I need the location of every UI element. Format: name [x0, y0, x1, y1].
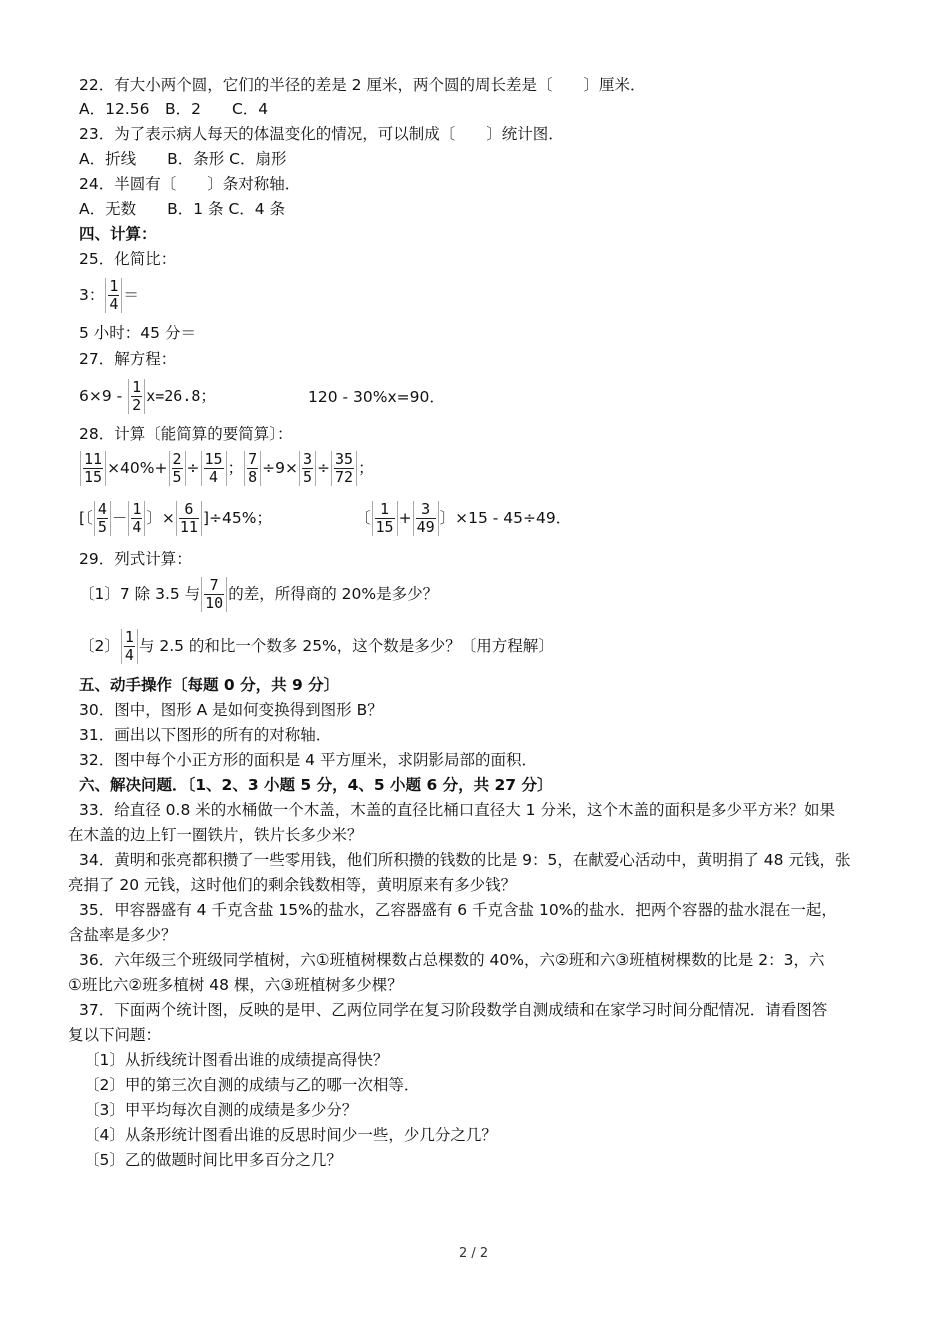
q34-line-1: 34．黄明和张亮都积攒了一些零用钱，他们所积攒的钱数的比是 9：5，在献爱心活动中，黄明捐了 48 元钱，张: [79, 851, 851, 869]
fraction: $\frac{4}{5}$: [94, 501, 111, 536]
fraction: $\frac{3}{5}$: [299, 451, 316, 486]
q24-options: A．无数 B．1 条 C．4 条: [79, 200, 286, 218]
q33-line-1: 33．给直径 0.8 米的水桶做一个木盖，木盖的直径比桶口直径大 1 分米，这个木盖的面积是多少平方米？如果: [79, 801, 835, 819]
q29-part-1: 〔1〕7 除 3.5 与 $\frac{7}{10}$ 的差，所得商的 20%是多少？: [79, 576, 439, 612]
q23-stem: 23．为了表示病人每天的体温变化的情况，可以制成〔 〕统计图．: [79, 125, 564, 143]
q37-sub-2: 〔2〕甲的第三次自测的成绩与乙的哪一次相等．: [84, 1076, 420, 1094]
fraction: $\frac{35}{72}$: [331, 451, 357, 486]
fraction: $\frac{1}{15}$: [372, 501, 398, 536]
fraction: $\frac{7}{10}$: [201, 577, 227, 612]
q35-line-1: 35．甲容器盛有 4 千克含盐 15%的盐水，乙容器盛有 6 千克含盐 10%的盐水．把两个容器的盐水混在一起，: [79, 901, 837, 919]
q23-options: A．折线 B．条形 C．扇形: [79, 150, 287, 168]
q25-ratio-a: 3： $\frac{1}{4}$ ＝: [79, 277, 139, 313]
section-6-heading: 六、解决问题．〔1、2、3 小题 5 分，4、5 小题 6 分，共 27 分〕: [79, 776, 553, 794]
q32: 32．图中每个小正方形的面积是 4 平方厘米，求阴影局部的面积．: [79, 751, 537, 769]
q24-stem: 24．半圆有〔 〕条对称轴．: [79, 175, 301, 193]
q33-line-2: 在木盖的边上钉一圈铁片，铁片长多少米？: [68, 826, 363, 844]
q25-stem: 25．化简比：: [79, 250, 177, 268]
fraction: $\frac{6}{11}$: [176, 501, 202, 536]
fraction: $\frac{1}{4}$: [121, 629, 138, 664]
q37-line-2: 复以下问题：: [68, 1026, 162, 1044]
fraction: $\frac{2}{5}$: [169, 451, 186, 486]
fraction: $\frac{7}{8}$: [244, 451, 261, 486]
q35-line-2: 含盐率是多少？: [68, 926, 177, 944]
q22-stem: 22．有大小两个圆，它们的半径的差是 2 厘米，两个圆的周长差是〔 〕厘米．: [79, 76, 646, 94]
q37-line-1: 37．下面两个统计图，反映的是甲、乙两位同学在复习阶段数学自测成绩和在家学习时间分配情况．请看图答: [79, 1001, 828, 1019]
q29-stem: 29．列式计算：: [79, 550, 192, 568]
q28-stem: 28．计算〔能简算的要简算〕：: [79, 425, 293, 443]
q27-equation-2: 120 - 30%x=90．: [308, 388, 445, 406]
q27-stem: 27．解方程：: [79, 350, 177, 368]
q37-sub-1: 〔1〕从折线统计图看出谁的成绩提高得快？: [84, 1051, 389, 1069]
q34-line-2: 亮捐了 20 元钱，这时他们的剩余钱数相等，黄明原来有多少钱？: [68, 876, 517, 894]
q37-sub-3: 〔3〕甲平均每次自测的成绩是多少分？: [84, 1101, 358, 1119]
fraction: $\frac{1}{4}$: [128, 501, 145, 536]
q28-row-1: $\frac{11}{15}$ ×40%+ $\frac{2}{5}$ ÷ $\frac{15}{4}$ ； $\frac{7}{8}$ ÷9× $\frac{3}{5}$ ÷ $\frac{35}{72}$ ；: [79, 448, 374, 488]
q28-row-2a: [〔 $\frac{4}{5}$ － $\frac{1}{4}$ 〕× $\frac{6}{11}$ ]÷45%；: [79, 500, 272, 536]
fraction: $\frac{3}{49}$: [413, 501, 439, 536]
fraction: $\frac{1}{4}$: [105, 278, 122, 313]
q37-sub-5: 〔5〕乙的做题时间比甲多百分之几？: [84, 1151, 342, 1169]
q31: 31．画出以下图形的所有的对称轴．: [79, 726, 332, 744]
fraction: $\frac{15}{4}$: [201, 451, 227, 486]
q25-ratio-b: 5 小时：45 分＝: [79, 324, 196, 342]
q37-sub-4: 〔4〕从条形统计图看出谁的反思时间少一些，少几分之几？: [84, 1126, 497, 1144]
section-5-heading: 五、动手操作〔每题 0 分，共 9 分〕: [79, 676, 340, 694]
section-4-heading: 四、计算：: [79, 225, 157, 243]
q36-line-1: 36．六年级三个班级同学植树，六①班植树棵数占总棵数的 40%，六②班和六③班植树棵数的比是 2：3，六: [79, 951, 825, 969]
page-number: 2 / 2: [459, 1246, 489, 1261]
fraction: $\frac{1}{2}$: [128, 379, 145, 414]
q27-equation-1: 6×9 - $\frac{1}{2}$ x=26.8；: [79, 378, 216, 414]
q28-row-2b: 〔 $\frac{1}{15}$ + $\frac{3}{49}$ 〕×15 - 45÷49．: [355, 500, 572, 536]
q22-options: A．12.56 B．2 C．4: [79, 100, 269, 118]
fraction: $\frac{11}{15}$: [80, 451, 106, 486]
q30: 30．图中，图形 A 是如何变换得到图形 B？: [79, 701, 383, 719]
q29-part-2: 〔2〕 $\frac{1}{4}$ 与 2.5 的和比一个数多 25%，这个数是多少？〔用方程解〕: [79, 628, 554, 664]
q36-line-2: ①班比六②班多植树 48 棵，六③班植树多少棵？: [68, 976, 403, 994]
